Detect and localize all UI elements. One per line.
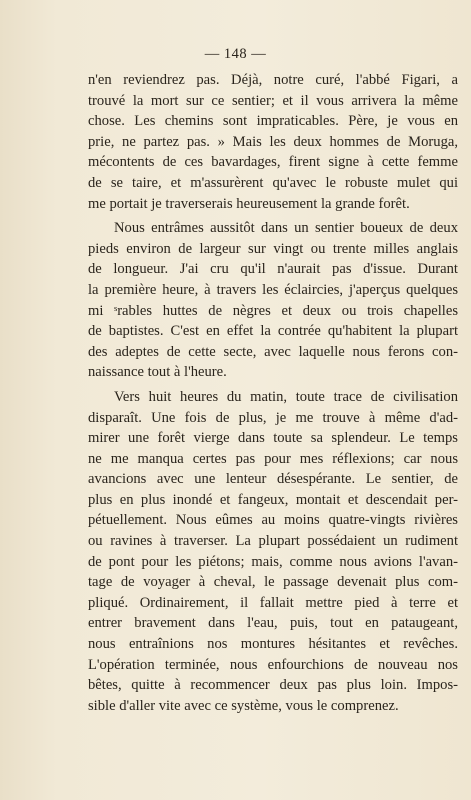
text-line: n'en reviendrez pas. Déjà, notre curé, l'abbé Figari, a xyxy=(88,72,458,88)
text-line: de longueur. J'ai cru qu'il n'aurait pas d'issue. Durant xyxy=(88,261,458,278)
text-line: Nous entrâmes aussitôt dans un sentier boueux de deux xyxy=(114,220,458,237)
text-line: de pont pour les piétons; mais, comme nous avions l'avan- xyxy=(88,553,458,570)
text-line: tage de voyager à cheval, le passage devenait plus com- xyxy=(88,574,458,591)
text-line: mécontents de ces bavardages, firent signe à cette femme xyxy=(88,154,458,171)
text-line: sible d'aller vite avec ce système, vous le comprenez. xyxy=(88,697,399,714)
text-line: de se taire, et m'assurèrent qu'avec le robuste mulet qui xyxy=(88,174,458,191)
page-number: — 148 — xyxy=(204,46,267,62)
paragraph-1 xyxy=(88,70,458,214)
text-line: ne me manqua certes pas pour mes réflexions; car nous xyxy=(88,450,458,467)
text-line: Vers huit heures du matin, toute trace de civilisation xyxy=(114,388,458,405)
text-line: me portait je traverserais heureusement la grande forêt. xyxy=(88,195,410,212)
text-line: pétuellement. Nous eûmes au moins quatre-vingts rivières xyxy=(88,512,458,529)
text-line: nous entraînions nos montures hésitantes et revêches. xyxy=(88,636,458,653)
text-line: chose. Les chemins sont impraticables. Père, je vous en xyxy=(88,113,458,130)
text-line: disparaît. Une fois de plus, je me trouve à même d'ad- xyxy=(88,409,458,426)
text-line: mi ˢrables huttes de nègres et deux ou trois chapelles xyxy=(88,302,458,319)
text-line: bêtes, quitte à recommencer deux pas plus loin. Impos- xyxy=(88,677,458,694)
text-line: ou ravines à traverser. La plupart possédaient un rudiment xyxy=(88,533,458,550)
text-line: plus en plus inondé et fangeux, montait et descendait per- xyxy=(88,491,458,508)
text-line: mirer une forêt vierge dans toute sa splendeur. Le temps xyxy=(88,430,458,447)
text-line: L'opération terminée, nous enfourchions de nouveau nos xyxy=(88,656,458,673)
text-line: pliqué. Ordinairement, il fallait mettre pied à terre et xyxy=(88,594,458,611)
text-line: trouvé la mort sur ce sentier; et il vous arrivera la même xyxy=(88,92,458,109)
text-line: naissance tout à l'heure. xyxy=(88,364,227,381)
paragraph-2 xyxy=(88,218,458,383)
text-line: la première heure, à travers les éclaircies, j'aperçus quelques xyxy=(88,281,458,298)
text-line: des adeptes de cette secte, avec laquelle nous ferons con- xyxy=(88,343,458,360)
paragraph-3 xyxy=(88,387,458,717)
body-text xyxy=(88,70,458,716)
text-line: prie, ne partez pas. » Mais les deux hommes de Moruga, xyxy=(88,133,458,150)
text-line: entrer bravement dans l'eau, puis, tout en pataugeant, xyxy=(88,615,458,632)
text-line: pieds environ de largeur sur vingt ou trente milles anglais xyxy=(88,240,458,257)
text-line: de baptistes. C'est en effet la contrée qu'habitent la plupart xyxy=(88,323,458,340)
text-line: avancions avec une lenteur désespérante. Le sentier, de xyxy=(88,471,458,488)
